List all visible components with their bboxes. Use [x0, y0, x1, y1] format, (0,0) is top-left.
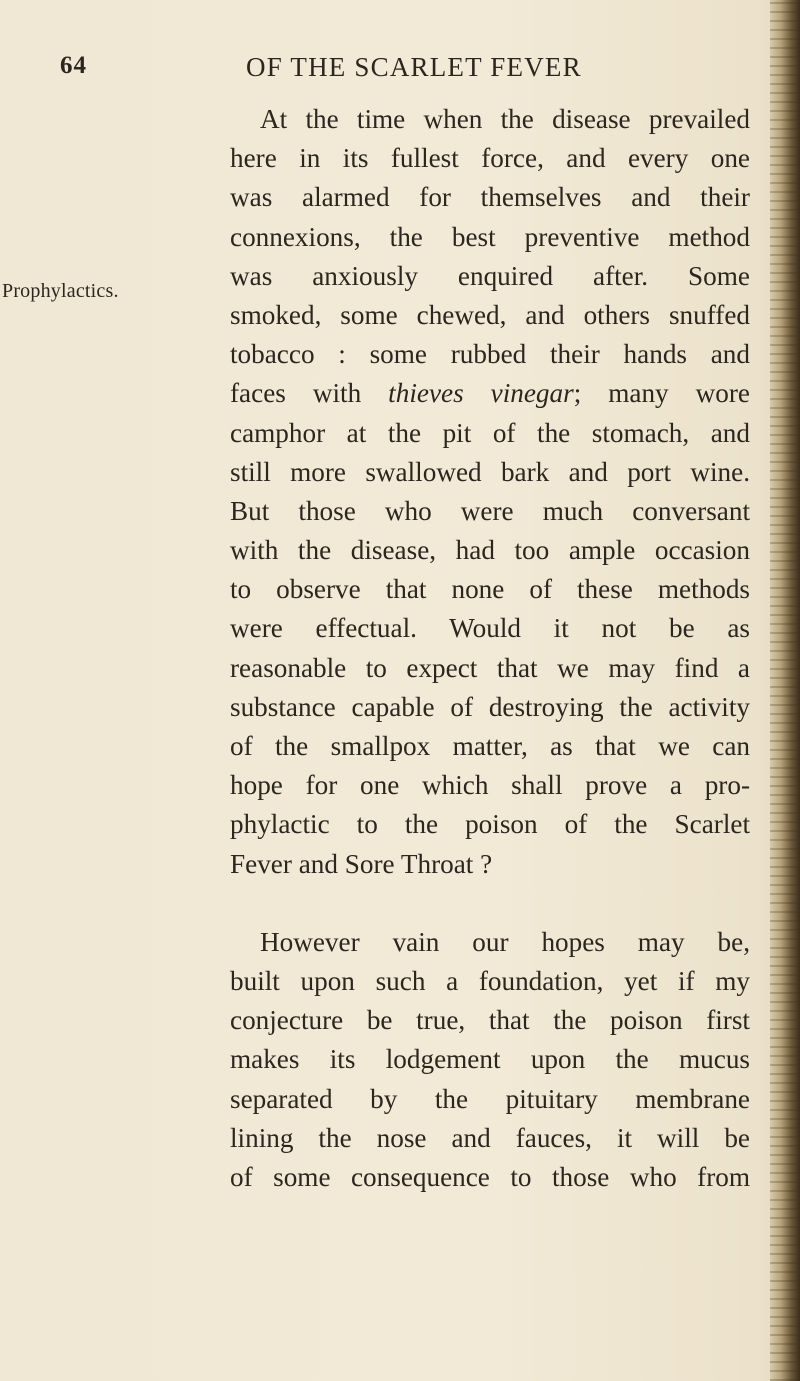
text-line: was anxiously enquired after. Some [230, 260, 750, 291]
text-segment: faces with [230, 378, 389, 409]
body-text [230, 100, 750, 1197]
text-line: to observe that none of these methods [230, 574, 750, 605]
text-line: connexions, the best preventive method [230, 221, 750, 252]
text-line: At the time when the disease prevailed [260, 104, 750, 134]
text-line: camphor at the pit of the stomach, and [230, 417, 750, 448]
text-line-with-italic [230, 374, 750, 413]
text-line: with the disease, had too ample occasion [230, 535, 750, 566]
italic-term: thieves vinegar [388, 378, 574, 409]
text-line: lining the nose and fauces, it will be [230, 1122, 750, 1153]
paragraph-1 [230, 100, 750, 884]
paragraph-gap [230, 884, 750, 923]
text-line: separated by the pituitary membrane [230, 1083, 750, 1114]
text-line: But those who were much conversant [230, 495, 750, 526]
text-line: smoked, some chewed, and others snuffed [230, 299, 750, 330]
text-line: was alarmed for themselves and their [230, 182, 750, 213]
margin-note: Prophylactics. [2, 280, 119, 302]
text-line: of the smallpox matter, as that we can [230, 731, 750, 761]
page-header [0, 52, 770, 92]
text-line: of some consequence to those who from [230, 1161, 750, 1192]
text-segment: ; many wore [573, 378, 750, 409]
text-line: still more swallowed bark and port wine. [230, 456, 750, 487]
text-line: substance capable of destroying the activity [230, 691, 750, 722]
text-line: phylactic to the poison of the Scarlet [230, 809, 750, 840]
text-line: makes its lodgement upon the mucus [230, 1044, 750, 1075]
paragraph-2 [230, 923, 750, 1197]
book-binding-edge [770, 0, 800, 1381]
text-line: conjecture be true, that the poison first [230, 1005, 750, 1036]
page-number: 64 [60, 52, 87, 79]
text-line: hope for one which shall prove a pro- [230, 770, 750, 801]
running-title: OF THE SCARLET FEVER [246, 52, 582, 82]
text-line: tobacco : some rubbed their hands and [230, 339, 750, 370]
text-line: However vain our hopes may be, [260, 926, 750, 957]
text-line: Fever and Sore Throat ? [230, 848, 493, 879]
text-line: were effectual. Would it not be as [230, 613, 750, 644]
text-line: reasonable to expect that we may find a [230, 652, 750, 683]
text-line: here in its fullest force, and every one [230, 143, 750, 174]
text-line: built upon such a foundation, yet if my [230, 965, 750, 996]
